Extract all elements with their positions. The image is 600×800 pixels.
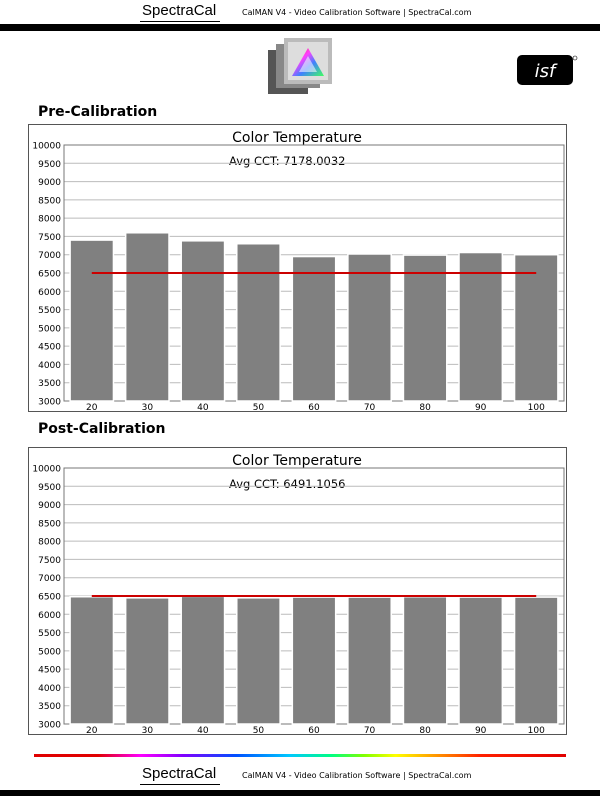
chart-title: Color Temperature bbox=[232, 130, 362, 146]
y-tick-label: 4000 bbox=[38, 683, 61, 694]
pre-calibration-chart bbox=[29, 125, 566, 411]
y-tick-label: 4000 bbox=[38, 360, 61, 371]
y-tick-label: 5500 bbox=[38, 306, 61, 317]
chart-title: Color Temperature bbox=[232, 453, 362, 469]
bar bbox=[181, 241, 224, 401]
header-brand: SpectraCal bbox=[142, 2, 217, 19]
y-tick-label: 9000 bbox=[38, 501, 61, 512]
y-tick-label: 3500 bbox=[38, 702, 61, 713]
bar bbox=[181, 596, 224, 724]
y-tick-label: 6500 bbox=[38, 592, 61, 603]
x-tick-label: 40 bbox=[197, 403, 209, 411]
x-tick-label: 60 bbox=[308, 726, 320, 734]
header-divider bbox=[0, 24, 600, 31]
y-tick-label: 8500 bbox=[38, 196, 61, 207]
y-tick-label: 7500 bbox=[38, 232, 61, 243]
x-tick-label: 40 bbox=[197, 726, 209, 734]
bar bbox=[348, 254, 391, 401]
post-calibration-chart bbox=[29, 448, 566, 734]
x-tick-label: 50 bbox=[252, 403, 265, 411]
x-tick-label: 20 bbox=[86, 726, 98, 734]
y-tick-label: 8500 bbox=[38, 519, 61, 530]
y-tick-label: 5000 bbox=[38, 324, 61, 335]
y-tick-label: 7000 bbox=[38, 574, 61, 585]
x-tick-label: 70 bbox=[363, 403, 376, 411]
y-tick-label: 4500 bbox=[38, 342, 61, 353]
bar bbox=[515, 597, 558, 724]
x-tick-label: 30 bbox=[141, 726, 154, 734]
bar bbox=[403, 597, 446, 724]
calman-logo-icon bbox=[268, 36, 334, 94]
y-tick-label: 6000 bbox=[38, 610, 61, 621]
y-tick-label: 9500 bbox=[38, 482, 61, 493]
x-tick-label: 90 bbox=[474, 726, 487, 734]
x-tick-label: 80 bbox=[419, 403, 431, 411]
y-tick-label: 4500 bbox=[38, 665, 61, 676]
y-tick-label: 8000 bbox=[38, 537, 61, 548]
bar bbox=[237, 598, 280, 724]
y-tick-label: 7000 bbox=[38, 251, 61, 262]
rainbow-divider bbox=[34, 754, 566, 757]
footer-brand-underline bbox=[140, 784, 220, 785]
y-tick-label: 10000 bbox=[32, 141, 61, 152]
y-tick-label: 6000 bbox=[38, 287, 61, 298]
bar bbox=[348, 597, 391, 724]
y-tick-label: 10000 bbox=[32, 464, 61, 475]
x-tick-label: 80 bbox=[419, 726, 431, 734]
x-tick-label: 90 bbox=[474, 403, 487, 411]
x-tick-label: 100 bbox=[527, 403, 545, 411]
footer-divider bbox=[0, 790, 600, 796]
bar bbox=[292, 597, 335, 724]
y-tick-label: 9500 bbox=[38, 159, 61, 170]
y-tick-label: 8000 bbox=[38, 214, 61, 225]
bar bbox=[126, 598, 169, 724]
y-tick-label: 5000 bbox=[38, 647, 61, 658]
bar bbox=[292, 257, 335, 401]
bar bbox=[70, 240, 113, 401]
pre-calibration-title: Pre-Calibration bbox=[38, 104, 158, 120]
x-tick-label: 20 bbox=[86, 403, 98, 411]
bar bbox=[515, 255, 558, 401]
bar bbox=[237, 244, 280, 401]
isf-logo-icon bbox=[516, 54, 578, 86]
x-tick-label: 70 bbox=[363, 726, 376, 734]
header-brand-underline bbox=[140, 21, 220, 22]
chart-subtitle: Avg CCT: 7178.0032 bbox=[229, 154, 346, 168]
y-tick-label: 6500 bbox=[38, 269, 61, 280]
y-tick-label: 3000 bbox=[38, 397, 61, 408]
header-tagline: CalMAN V4 - Video Calibration Software | SpectraCal.com bbox=[242, 8, 472, 17]
footer-brand: SpectraCal bbox=[142, 765, 217, 782]
isf-logo-text: isf bbox=[534, 61, 556, 82]
y-tick-label: 9000 bbox=[38, 178, 61, 189]
y-tick-label: 3000 bbox=[38, 720, 61, 731]
post-calibration-chart-frame bbox=[28, 447, 567, 735]
x-tick-label: 50 bbox=[252, 726, 265, 734]
bar bbox=[70, 597, 113, 724]
bar bbox=[126, 233, 169, 401]
bar bbox=[403, 255, 446, 401]
footer-tagline: CalMAN V4 - Video Calibration Software | SpectraCal.com bbox=[242, 771, 472, 780]
chart-subtitle: Avg CCT: 6491.1056 bbox=[229, 477, 346, 491]
y-tick-label: 3500 bbox=[38, 379, 61, 390]
x-tick-label: 30 bbox=[141, 403, 154, 411]
y-tick-label: 5500 bbox=[38, 629, 61, 640]
x-tick-label: 100 bbox=[527, 726, 545, 734]
bar bbox=[459, 253, 502, 401]
y-tick-label: 7500 bbox=[38, 555, 61, 566]
bar bbox=[459, 597, 502, 724]
x-tick-label: 60 bbox=[308, 403, 320, 411]
pre-calibration-chart-frame bbox=[28, 124, 567, 412]
post-calibration-title: Post-Calibration bbox=[38, 421, 166, 437]
